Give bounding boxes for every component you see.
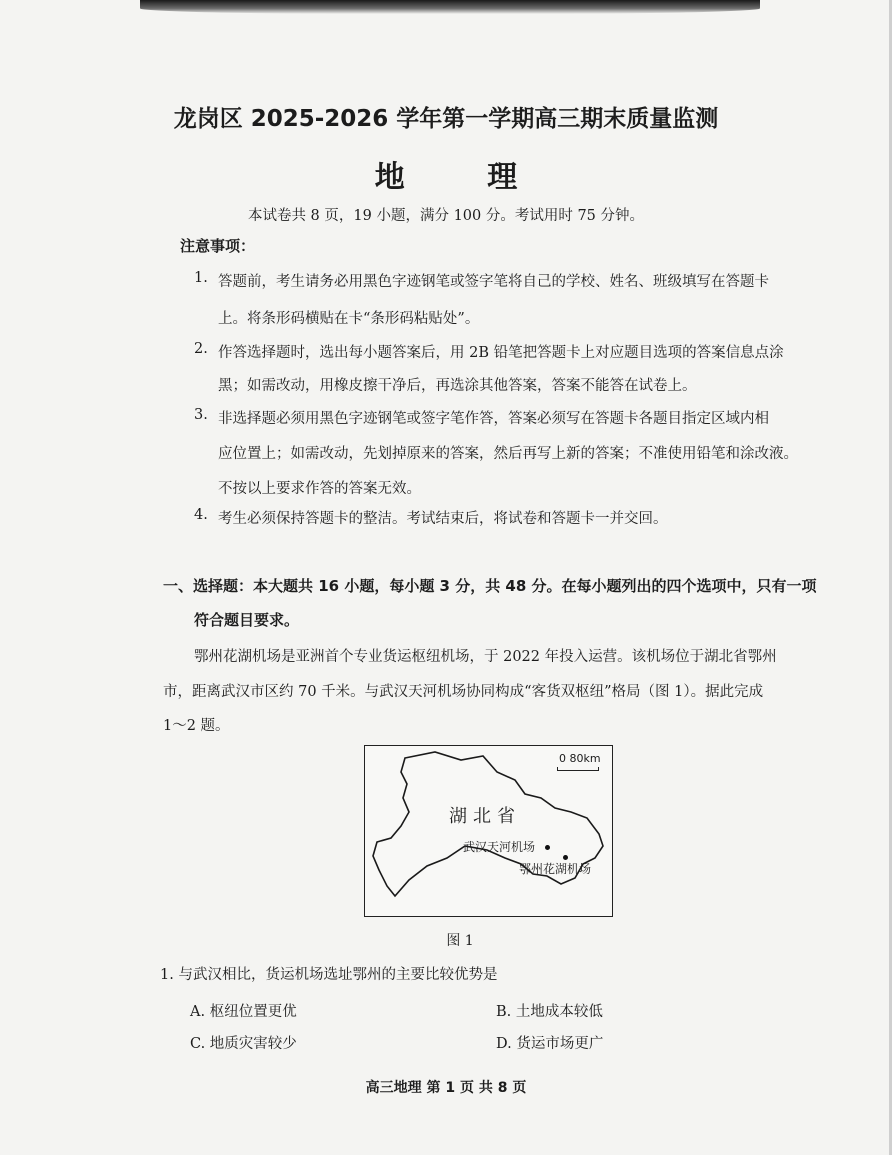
note-number: 2. [194, 341, 208, 357]
note-line: 应位置上；如需改动，先划掉原来的答案，然后再写上新的答案；不准使用铅笔和涂改液。 [218, 446, 798, 462]
passage-line: 鄂州花湖机场是亚洲首个专业货运枢纽机场，于 2022 年投入运营。该机场位于湖北省鄂州 [194, 649, 777, 665]
ezhou-airport-label: 鄂州花湖机场 [519, 862, 592, 876]
exam-title: 龙岗区 2025-2026 学年第一学期高三期末质量监测 [173, 106, 719, 132]
figure-caption: 图 1 [446, 933, 474, 949]
map-scale-label: 0 80km [559, 752, 601, 765]
hubei-province-outline [365, 746, 612, 916]
page-footer: 高三地理 第 1 页 共 8 页 [365, 1080, 527, 1096]
passage-line: 1～2 题。 [163, 718, 230, 734]
province-label: 湖北省 [449, 806, 521, 827]
note-number: 1. [194, 270, 208, 286]
note-line: 不按以上要求作答的答案无效。 [218, 481, 421, 497]
exam-info: 本试卷共 8 页，19 小题，满分 100 分。考试用时 75 分钟。 [247, 208, 645, 224]
option-b: B. 土地成本较低 [496, 1004, 603, 1020]
map-scale-bar [557, 767, 599, 771]
note-number: 3. [194, 407, 208, 423]
option-a: A. 枢纽位置更优 [190, 1004, 297, 1020]
note-line: 非选择题必须用黑色字迹钢笔或签字笔作答，答案必须写在答题卡各题目指定区域内相 [218, 411, 769, 427]
section-heading-cont: 符合题目要求。 [194, 611, 300, 629]
question-stem: 1. 与武汉相比，货运机场选址鄂州的主要比较优势是 [160, 967, 498, 983]
wuhan-airport-label: 武汉天河机场 [463, 840, 536, 854]
section-heading: 一、选择题：本大题共 16 小题，每小题 3 分，共 48 分。在每小题列出的四个选项中，只有一项 [163, 577, 817, 595]
notes-heading: 注意事项： [180, 237, 256, 255]
note-line: 考生必须保持答题卡的整洁。考试结束后，将试卷和答题卡一并交回。 [218, 511, 668, 527]
option-d: D. 货运市场更广 [496, 1036, 604, 1052]
note-line: 黑；如需改动，用橡皮擦干净后，再选涂其他答案，答案不能答在试卷上。 [218, 378, 697, 394]
note-line: 答题前，考生请务必用黑色字迹钢笔或签字笔将自己的学校、姓名、班级填写在答题卡 [218, 274, 769, 290]
wuhan-airport-marker [545, 845, 550, 850]
passage-line: 市，距离武汉市区约 70 千米。与武汉天河机场协同构成“客货双枢纽”格局（图 1）。据此完成 [163, 684, 764, 700]
scan-shadow-top [140, 0, 760, 14]
note-line: 作答选择题时，选出每小题答案后，用 2B 铅笔把答题卡上对应题目选项的答案信息点涂 [218, 345, 784, 361]
subject-title: 地 理 [374, 160, 554, 195]
note-line: 上。将条形码横贴在卡“条形码粘贴处”。 [218, 311, 480, 327]
hubei-map-figure [364, 745, 613, 917]
note-number: 4. [194, 507, 208, 523]
option-c: C. 地质灾害较少 [190, 1036, 297, 1052]
